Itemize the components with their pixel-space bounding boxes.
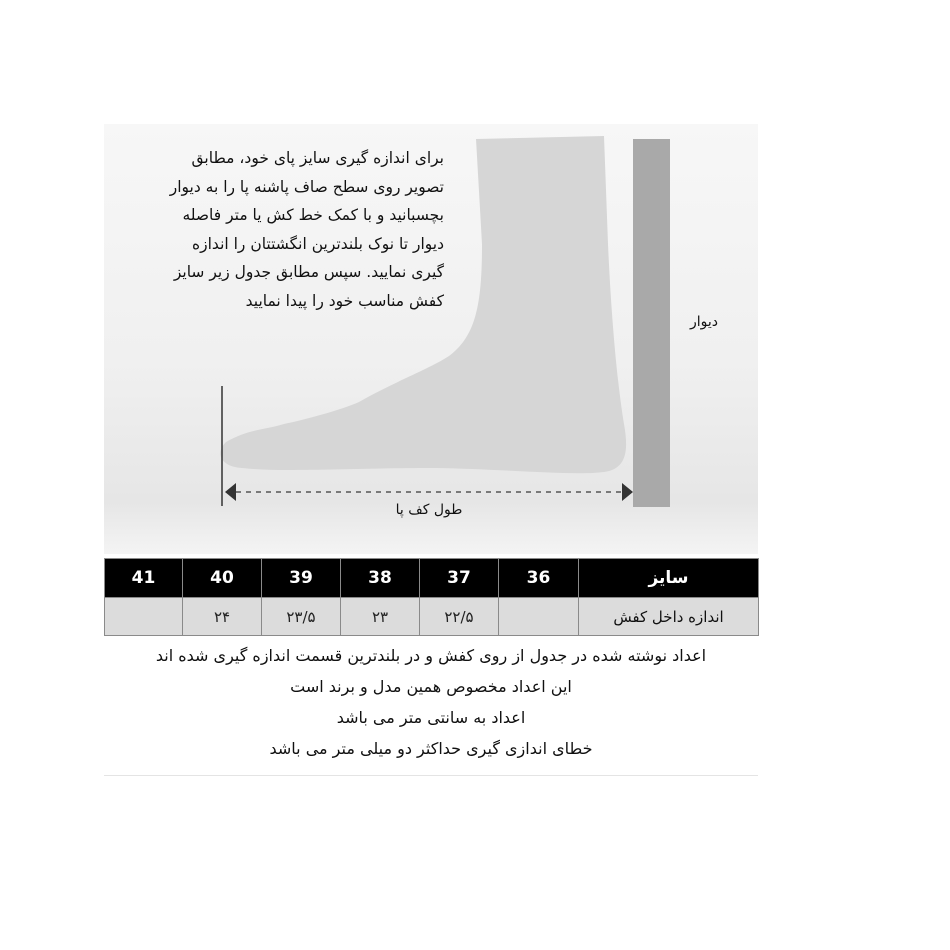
inner-length-row [105, 598, 759, 636]
arrow-right-icon [622, 483, 633, 501]
instruction-line: برای اندازه گیری سایز پای خود، مطابق [191, 149, 444, 167]
measurement-instructions [108, 144, 444, 315]
length-cell: ۲۳/۵ [262, 598, 341, 636]
wall-label: دیوار [689, 314, 718, 330]
instruction-line: تصویر روی سطح صاف پاشنه پا را به دیوار [169, 177, 444, 196]
size-cell: 37 [420, 559, 499, 598]
note-line: اعداد به سانتی متر می باشد [336, 708, 526, 727]
instruction-line: بچسبانید و با کمک خط کش یا متر فاصله [182, 206, 444, 224]
wall [633, 139, 670, 507]
size-cell: 36 [499, 559, 579, 598]
note-line: اعداد نوشته شده در جدول از روی کفش و در بلندترین قسمت اندازه گیری شده اند [155, 646, 707, 665]
instruction-line: گیری نمایید. سپس مطابق جدول زیر سایز [173, 263, 444, 281]
length-cell [105, 598, 183, 636]
size-cell: 40 [183, 559, 262, 598]
instruction-line: کفش مناسب خود را پیدا نمایید [245, 291, 444, 310]
instruction-line: دیوار تا نوک بلندترین انگشتتان را اندازه [192, 234, 444, 253]
notes [104, 640, 758, 764]
inner-length-label: اندازه داخل کفش [579, 598, 759, 636]
foot-length-label: طول کف پا [395, 502, 463, 518]
note-line: این اعداد مخصوص همین مدل و برند است [290, 677, 572, 696]
size-guide-panel [104, 124, 758, 776]
length-cell [499, 598, 579, 636]
length-cell: ۲۳ [341, 598, 420, 636]
size-cell: 39 [262, 559, 341, 598]
panel-bottom-border [104, 775, 758, 776]
size-header-label: سایز [579, 559, 759, 598]
length-cell: ۲۴ [183, 598, 262, 636]
size-row [105, 559, 759, 598]
note-line: خطای اندازی گیری حداکثر دو میلی متر می باشد [269, 739, 593, 758]
size-table [104, 558, 759, 636]
length-cell: ۲۲/۵ [420, 598, 499, 636]
size-cell: 38 [341, 559, 420, 598]
size-cell: 41 [105, 559, 183, 598]
arrow-left-icon [225, 483, 236, 501]
